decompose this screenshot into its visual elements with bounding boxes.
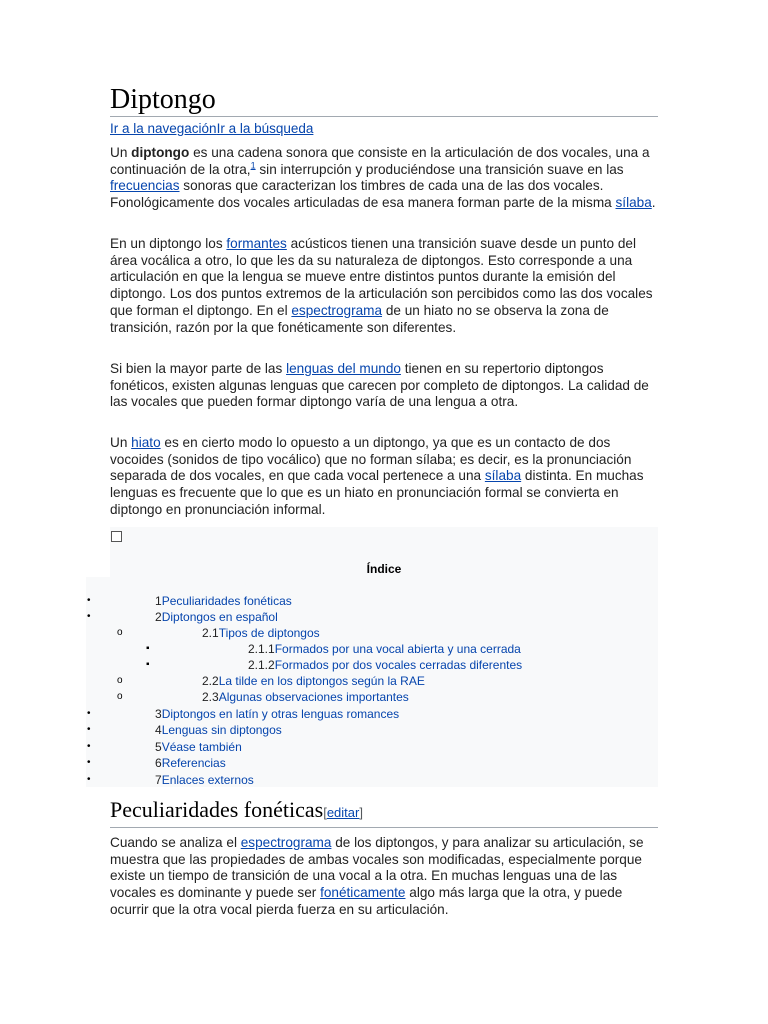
list-bullet: o	[117, 675, 123, 686]
text: es en cierto modo lo opuesto a un diptongo, ya que es un contacto de dos vocoides (sonidos de tipo vocálico) que no forman sílaba; es decir, es la pronunciación separada de dos vocales, en que cada vocal pertenece a una	[110, 435, 632, 484]
toc-number: 2.3	[202, 690, 219, 704]
list-bullet: •	[87, 595, 91, 606]
list-bullet: o	[117, 627, 123, 638]
title-divider	[110, 116, 658, 117]
toc-title: Índice	[366, 562, 402, 576]
toc-item	[248, 658, 522, 672]
list-bullet: •	[87, 724, 91, 735]
text: es una cadena sonora que consiste en la articulación de dos vocales, una a continuación de la otra,	[110, 145, 650, 177]
list-bullet: •	[87, 708, 91, 719]
text: sonoras que caracterizan los timbres de cada una de las dos vocales. Fonológicamente dos vocales articuladas de esa manera forman parte de la misma	[110, 178, 616, 211]
toc-number: 2.1.1	[248, 642, 275, 656]
text: sin interrupción y produciéndose una transición suave en las	[255, 161, 624, 177]
toc-item	[155, 723, 282, 737]
text: En un diptongo los	[110, 236, 227, 251]
list-bullet: ▪	[146, 643, 150, 654]
list-bullet: •	[87, 611, 91, 622]
toc-number: 2.1	[202, 626, 219, 640]
toc-toggle-checkbox[interactable]	[111, 531, 122, 542]
text: distinta. En muchas lenguas es frecuente que lo que es un hiato en pronunciación formal se convierta en diptongo en pronunciación informal.	[110, 468, 644, 517]
toc-number: 5	[155, 740, 162, 754]
toc-item	[202, 626, 320, 640]
section-divider	[110, 827, 658, 828]
bracket: [	[323, 805, 327, 820]
text: Si bien la mayor parte de las	[110, 361, 287, 376]
toc-item	[202, 674, 425, 688]
toc-number: 2.1.2	[248, 658, 275, 672]
section-paragraph-1	[110, 835, 662, 919]
intro-paragraph-3	[110, 361, 662, 411]
bracket: ]	[359, 805, 363, 820]
text: .	[651, 195, 656, 211]
intro-paragraph-4	[110, 435, 662, 519]
toc-item	[155, 740, 242, 754]
list-bullet: •	[87, 741, 91, 752]
jump-to-search-link[interactable]: Ir a la búsqueda	[216, 121, 314, 136]
toc-link[interactable]: Diptongos en español	[161, 610, 278, 624]
link-espectrograma[interactable]: espectrograma	[291, 302, 383, 318]
toc-link[interactable]: Enlaces externos	[161, 773, 254, 787]
toc-link[interactable]: Véase también	[161, 740, 242, 754]
toc-link[interactable]: Formados por una vocal abierta y una cerrada	[274, 642, 521, 656]
link-foneticamente[interactable]: fonéticamente	[320, 885, 406, 901]
toc-number: 2	[155, 610, 162, 624]
toc-item	[155, 610, 278, 624]
edit-section-link[interactable]: editar	[326, 805, 360, 820]
toc-link[interactable]: Diptongos en latín y otras lenguas romances	[161, 707, 400, 721]
toc-link[interactable]: Formados por dos vocales cerradas diferentes	[274, 658, 523, 672]
toc-number: 3	[155, 707, 162, 721]
toc-number: 7	[155, 773, 162, 787]
toc-item	[155, 707, 399, 721]
edit-section	[323, 805, 363, 820]
link-silaba[interactable]: sílaba	[484, 468, 522, 484]
reference-link[interactable]: 1	[250, 160, 256, 171]
link-lenguas-del-mundo[interactable]: lenguas del mundo	[286, 361, 401, 376]
text: algo más larga que la otra, y puede ocurrir que la otra vocal pierda fuerza en su articulación.	[110, 885, 623, 917]
toc-item	[155, 756, 226, 770]
toc-item	[248, 642, 521, 656]
bold-term: diptongo	[131, 145, 190, 160]
toc-number: 2.2	[202, 674, 219, 688]
text: Cuando se analiza el	[110, 835, 241, 850]
toc-number: 6	[155, 756, 162, 770]
text: Un	[110, 145, 132, 160]
toc-item	[155, 594, 292, 608]
list-bullet: ▪	[146, 659, 150, 670]
toc-number: 4	[155, 723, 162, 737]
list-bullet: •	[87, 774, 91, 785]
text: de los diptongos, y para analizar su articulación, se muestra que las propiedades de ambas vocales son modificadas, especialmente porque existe un tiempo de transición de una vocal a la otra. En muchas lenguas una de las vocales es dominante y puede ser	[110, 835, 644, 901]
section-title: Peculiaridades fonéticas	[110, 797, 324, 822]
toc-link[interactable]: Referencias	[161, 756, 226, 770]
page-title: Diptongo	[110, 84, 216, 115]
link-frecuencias[interactable]: frecuencias	[110, 178, 180, 194]
link-silaba[interactable]: sílaba	[615, 195, 652, 211]
toc-link[interactable]: Peculiaridades fonéticas	[161, 594, 292, 608]
list-bullet: o	[117, 691, 123, 702]
list-bullet: •	[87, 757, 91, 768]
text: tienen en su repertorio diptongos fonéticos, existen algunas lenguas que carecen por completo de diptongos. La calidad de las vocales que pueden formar diptongo varía de una lengua a otra.	[110, 361, 649, 410]
toc-link[interactable]: Tipos de diptongos	[218, 626, 320, 640]
toc-link[interactable]: La tilde en los diptongos según la RAE	[218, 674, 425, 688]
section-heading	[110, 797, 363, 826]
link-hiato[interactable]: hiato	[131, 435, 161, 450]
toc-link[interactable]: Lenguas sin diptongos	[161, 723, 282, 737]
text: Un	[110, 435, 132, 450]
link-espectrograma[interactable]: espectrograma	[240, 835, 332, 850]
text: acústicos tienen una transición suave desde un punto del área vocálica a otro, lo que les da su naturaleza de diptongos. Esto corresponde a una articulación en que la lengua se mueve entre distintos puntos durante la emisión del diptongo. Los dos puntos extremos de la articulación son percibidos como las dos vocales que forman el diptongo. En el	[110, 236, 653, 318]
jump-to-navigation-link[interactable]: Ir a la navegación	[110, 121, 217, 136]
toc-link[interactable]: Algunas observaciones importantes	[218, 690, 409, 704]
intro-paragraph-2	[110, 236, 662, 336]
toc-item	[155, 773, 254, 787]
toc-number: 1	[155, 594, 162, 608]
link-formantes[interactable]: formantes	[226, 236, 287, 251]
jump-links	[110, 121, 313, 137]
intro-paragraph-1	[110, 145, 662, 212]
toc-item	[202, 690, 409, 704]
text: de un hiato no se observa la zona de transición, razón por la que fonéticamente son diferentes.	[110, 302, 609, 335]
